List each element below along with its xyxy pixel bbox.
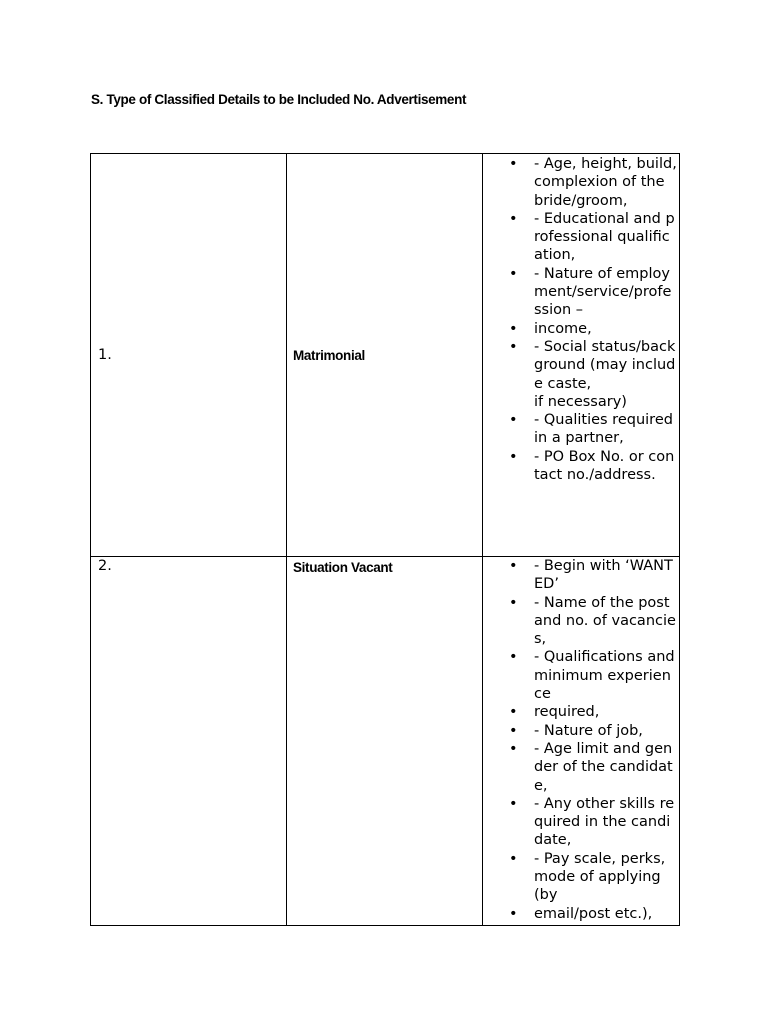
- list-item: • - Nature of employment/service/profession –: [534, 265, 677, 320]
- classified-type: Situation Vacant: [293, 560, 393, 575]
- serial-number-cell: [91, 557, 287, 926]
- table-row: [91, 557, 680, 926]
- list-item: • - Name of the post and no. of vacancies,: [534, 594, 677, 649]
- list-item: • - Social status/background (may include caste,: [534, 338, 677, 393]
- serial-number: 2.: [98, 558, 112, 574]
- classified-type-cell: [287, 154, 483, 557]
- list-item: • income,: [534, 320, 677, 338]
- details-list: [483, 154, 679, 484]
- document-heading: S. Type of Classified Details to be Included No. Advertisement: [91, 92, 467, 107]
- list-item: • - Begin with ‘WANTED’: [534, 557, 677, 594]
- list-item: • email/post etc.),: [534, 905, 677, 923]
- list-item: • required,: [534, 703, 677, 721]
- list-item: • - Nature of job,: [534, 722, 677, 740]
- table-row: [91, 154, 680, 557]
- list-item: • - Any other skills required in the candidate,: [534, 795, 677, 850]
- list-item: • - Pay scale, perks, mode of applying (by: [534, 850, 677, 905]
- classified-type: Matrimonial: [293, 347, 365, 363]
- list-item: • - Qualifications and minimum experience: [534, 648, 677, 703]
- list-item: • - PO Box No. or contact no./address.: [534, 448, 677, 485]
- serial-number-cell: [91, 154, 287, 557]
- list-item: • - Age limit and gender of the candidate,: [534, 740, 677, 795]
- details-cell: [483, 154, 680, 557]
- details-cell: [483, 557, 680, 926]
- list-item: if necessary): [534, 393, 627, 410]
- serial-number: 1.: [98, 347, 112, 363]
- list-item: • - Educational and professional qualification,: [534, 210, 677, 265]
- list-item: • - Qualities required in a partner,: [534, 411, 677, 448]
- classified-ads-table: [90, 153, 680, 926]
- list-item: • - Age, height, build, complexion of the bride/groom,: [534, 155, 677, 210]
- details-list: [483, 557, 679, 923]
- classified-type-cell: [287, 557, 483, 926]
